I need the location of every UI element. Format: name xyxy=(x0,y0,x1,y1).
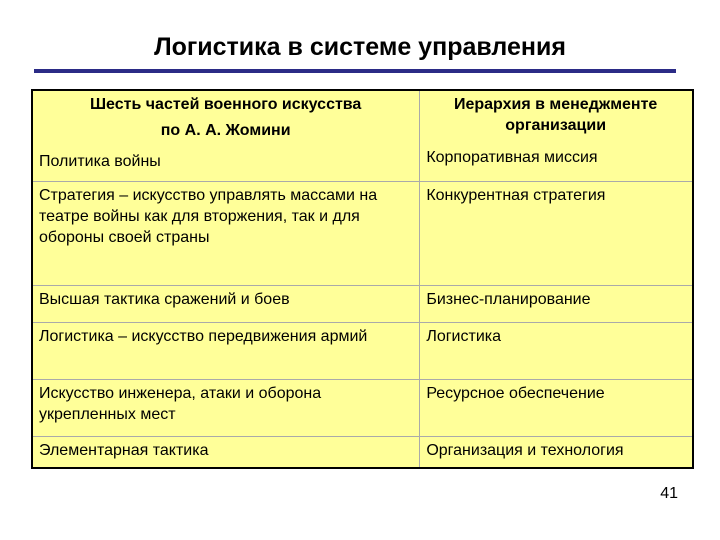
header-right-title: Иерархия в менеджменте организации xyxy=(453,96,658,134)
table-row xyxy=(32,436,693,468)
header-cell-left xyxy=(32,90,420,181)
table-cell-right: Бизнес-планирование xyxy=(420,285,693,322)
header-right-subtitle: Корпоративная миссия xyxy=(426,149,598,166)
table-cell-left: Элементарная тактика xyxy=(32,436,420,468)
table-cell-left: Искусство инженера, атаки и оборона укрепленных мест xyxy=(32,379,420,436)
table-cell-left: Высшая тактика сражений и боев xyxy=(32,285,420,322)
table-row xyxy=(32,379,693,436)
table-cell-right: Организация и технология xyxy=(420,436,693,468)
slide-title: Логистика в системе управления xyxy=(154,33,566,61)
header-cell-right xyxy=(420,90,693,181)
table-row xyxy=(32,285,693,322)
table-header-row xyxy=(32,90,693,181)
table-cell-right: Конкурентная стратегия xyxy=(420,181,693,285)
comparison-table xyxy=(31,89,694,469)
page-number: 41 xyxy=(660,485,678,502)
table-cell-right: Логистика xyxy=(420,322,693,379)
header-left-subtitle: Политика войны xyxy=(39,153,161,170)
title-underline xyxy=(34,69,676,73)
table-cell-left: Логистика – искусство передвижения армий xyxy=(32,322,420,379)
header-left-line2: по А. А. Жомини xyxy=(160,122,291,139)
table-row xyxy=(32,181,693,285)
header-left-line1: Шесть частей военного искусства xyxy=(89,96,362,113)
table-cell-right: Ресурсное обеспечение xyxy=(420,379,693,436)
table-cell-left: Стратегия – искусство управлять массами на театре войны как для вторжения, так и для обороны своей страны xyxy=(32,181,420,285)
table-row xyxy=(32,322,693,379)
